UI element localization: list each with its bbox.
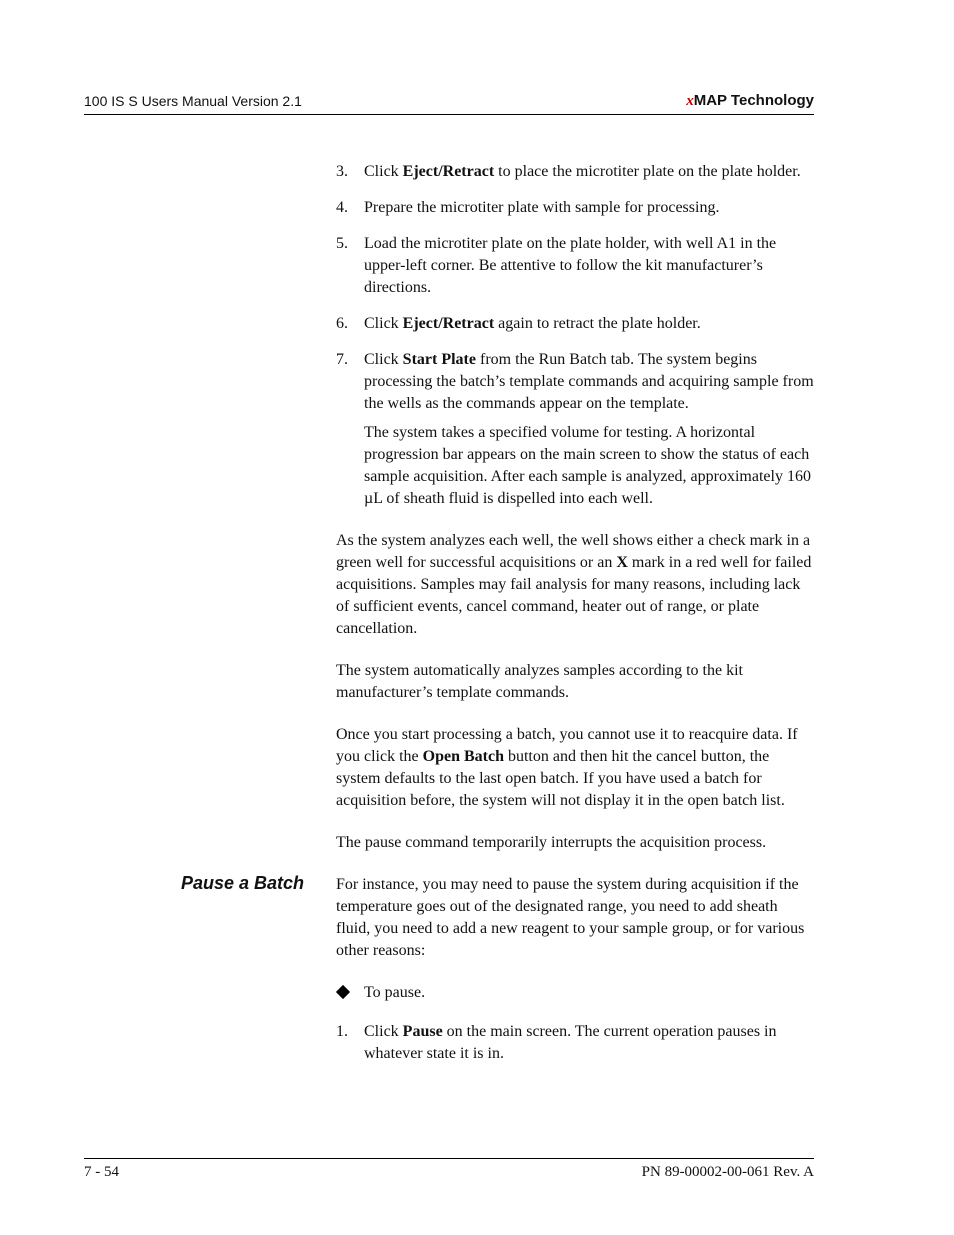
well-status-paragraph <box>336 530 814 640</box>
step-number: 5. <box>336 235 348 252</box>
para-text-pre: Once you start processing a batch, you cannot use it to reacquire data. If you click the <box>336 726 798 765</box>
step-4 <box>336 197 814 219</box>
pause-intro-paragraph: The pause command temporarily interrupts the acquisition process. <box>336 834 767 851</box>
step-text-post: from the Run Batch tab. The system begins processing the batch’s template commands and acquiring sample from the wells as the commands appear on the template. <box>364 351 814 412</box>
header-manual-title: 100 IS S Users Manual Version 2.1 <box>84 93 302 109</box>
step-7 <box>336 349 814 510</box>
para-bold-term: Open Batch <box>422 748 504 765</box>
step-text-pre: Click <box>364 315 403 332</box>
step-text <box>364 161 814 183</box>
step-subparagraph: The system takes a specified volume for testing. A horizontal progression bar appears on the main screen to show the status of each sample acquisition. After each sample is analyzed, approximately 160 µL of sheath fluid is dispelled into each well. <box>364 424 811 507</box>
step-text-pre: Click <box>364 351 403 368</box>
step-text-post: on the main screen. The current operation pauses in whatever state it is in. <box>364 1023 777 1062</box>
step-text: Prepare the microtiter plate with sample for processing. <box>364 199 720 216</box>
pause-reasons-paragraph: For instance, you may need to pause the system during acquisition if the temperature goes out of the designated range, you need to add sheath fluid, you need to add a new reagent to your sample group, or for various other reasons: <box>336 876 805 959</box>
step-bold-term: Eject/Retract <box>402 315 495 332</box>
para-text-post: mark in a red well for failed acquisitions. Samples may fail analysis for many reasons, including lack of sufficient events, cancel command, heater out of range, or plate cancellation. <box>336 554 812 637</box>
footer-part-number: PN 89-00002-00-061 Rev. A <box>641 1164 814 1180</box>
para-text-pre: As the system analyzes each well, the well shows either a check mark in a green well for successful acquisitions or an <box>336 532 811 571</box>
page-footer <box>84 1158 814 1180</box>
page-header <box>84 90 814 115</box>
step-number: 3. <box>336 163 348 180</box>
pause-step-1 <box>336 1021 814 1065</box>
step-bold-term: Eject/Retract <box>402 163 495 180</box>
step-3 <box>336 161 814 183</box>
para-bold-term: X <box>616 554 628 571</box>
section-heading-pause-batch: Pause a Batch <box>181 873 305 893</box>
step-text-post: to place the microtiter plate on the plate holder. <box>494 163 801 180</box>
diamond-bullet-icon <box>336 985 350 999</box>
procedure-bullet <box>336 982 814 1004</box>
step-number: 6. <box>336 315 348 332</box>
step-6 <box>336 313 814 335</box>
step-text <box>364 1021 814 1065</box>
step-number: 4. <box>336 199 348 216</box>
step-5 <box>336 233 814 299</box>
para-text-post: button and then hit the cancel button, the system defaults to the last open batch. If you have used a batch for acquisition before, the system will not display it in the open batch list. <box>336 748 785 809</box>
auto-analyze-paragraph: The system automatically analyzes samples according to the kit manufacturer’s template commands. <box>336 662 743 701</box>
body-text <box>336 161 814 1065</box>
reacquire-paragraph <box>336 724 814 812</box>
step-text-pre: Click <box>364 163 403 180</box>
footer-page-number: 7 - 54 <box>84 1164 119 1180</box>
header-product-x: x <box>686 93 694 109</box>
step-text <box>364 349 814 415</box>
header-product-name <box>686 92 814 110</box>
step-bold-term: Pause <box>402 1023 443 1040</box>
bullet-text: To pause. <box>364 984 426 1001</box>
step-text-post: again to retract the plate holder. <box>494 315 701 332</box>
step-number: 1. <box>336 1023 348 1040</box>
step-text <box>364 313 814 335</box>
header-product-rest: MAP Technology <box>693 92 814 109</box>
step-text: Load the microtiter plate on the plate holder, with well A1 in the upper-left corner. Be attentive to follow the kit manufacturer’s directions. <box>364 235 777 296</box>
step-text-pre: Click <box>364 1023 403 1040</box>
step-bold-term: Start Plate <box>402 351 476 368</box>
step-number: 7. <box>336 351 348 368</box>
